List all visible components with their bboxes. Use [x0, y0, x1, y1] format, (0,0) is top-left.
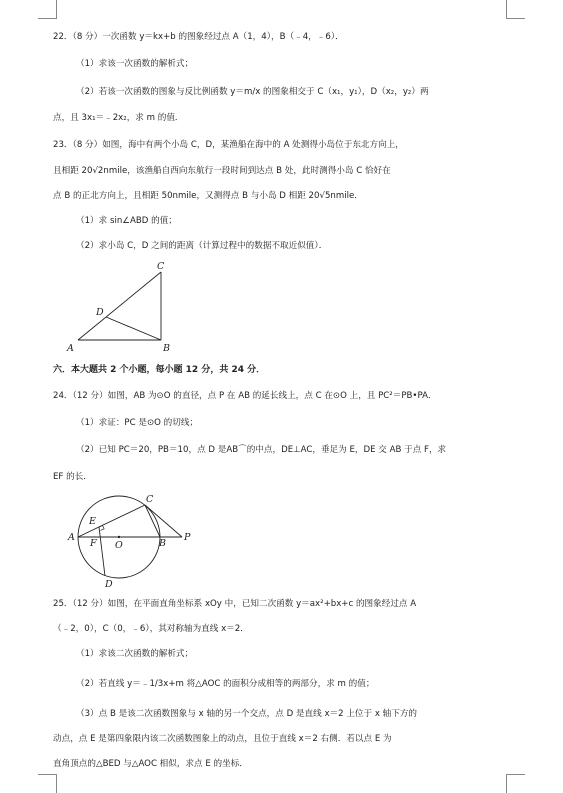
q23-part1: （1）求 sin∠ABD 的值； — [76, 216, 177, 226]
q23-stem-line1: 23．（8 分）如图，海中有两个小岛 C，D，某渔船在海中的 A 处测得小岛位于东北方向上， — [53, 140, 404, 150]
q23-label-a: A — [67, 343, 74, 354]
q24-center-dot — [118, 536, 120, 538]
q24-chord-bc — [145, 505, 160, 537]
q24-part1: （1）求证：PC 是⊙O 的切线； — [76, 418, 199, 428]
q23-label-b: B — [163, 343, 170, 354]
q22-part1: （1）求该一次函数的解析式； — [76, 59, 194, 69]
q23-label-d: D — [96, 307, 104, 318]
q24-stem: 24．（12 分）如图，AB 为⊙O 的直径，点 P 在 AB 的延长线上，点 C 在⊙O 上，且 PC²＝PB•PA． — [53, 391, 437, 401]
q25-part3-cont1: 动点，点 E 是第四象限内该二次函数图象上的动点，且位于直线 x＝2 右侧．若以点 E 为 — [53, 734, 392, 744]
q25-stem-cont: （﹣2，0），C（0，﹣6），其对称轴为直线 x＝2． — [53, 624, 249, 634]
q24-figure — [62, 488, 202, 588]
q24-label-b: B — [159, 538, 166, 549]
q23-stem-line2: 且相距 20√2nmile，该渔船自西向东航行一段时间到达点 B 处，此时测得小岛 C 恰好在 — [53, 166, 391, 176]
q24-label-c: C — [146, 494, 154, 505]
q24-part2-cont: EF 的长． — [53, 472, 92, 482]
q24-part2: （2）已知 PC＝20，PB＝10，点 D 是AB⌒的中点，DE⊥AC，垂足为 E，DE 交 AB 于点 F，求 — [76, 445, 447, 455]
q23-segment-ac — [78, 272, 161, 340]
section6-heading: 六．本大题共 2 个小题，每小题 12 分，共 24 分． — [53, 365, 266, 375]
q24-line-de — [99, 527, 105, 576]
q24-label-p: P — [184, 532, 191, 543]
q24-label-e: E — [89, 516, 96, 527]
q23-label-c: C — [157, 261, 165, 272]
q23-figure — [58, 255, 188, 355]
crop-mark-top-left — [38, 0, 57, 19]
q23-segment-bd — [106, 317, 161, 340]
q25-part3-cont2: 直角顶点的△BED 与△AOC 相似，求点 E 的坐标． — [53, 759, 248, 769]
q25-part3: （3）点 B 是该二次函数图象与 x 轴的另一个交点，点 D 是直线 x＝2 上位于 x 轴下方的 — [76, 709, 418, 719]
q24-label-d: D — [105, 579, 113, 588]
q22-stem: 22．（8 分）一次函数 y＝kx+b 的图象经过点 A（1，4），B（﹣4，﹣6）． — [53, 32, 344, 42]
q23-part2: （2）求小岛 C，D 之间的距离（计算过程中的数据不取近似值）． — [76, 241, 328, 251]
crop-mark-bottom-right — [506, 774, 525, 793]
q25-stem: 25．（12 分）如图，在平面直角坐标系 xOy 中，已知二次函数 y＝ax²+bx+c 的图象经过点 A — [53, 599, 417, 609]
q24-label-o: O — [115, 540, 123, 551]
q23-stem-line3: 点 B 的正北方向上，且相距 50nmile，又测得点 B 与小岛 D 相距 20√5nmile． — [53, 191, 363, 201]
q24-tangent-pc — [145, 505, 182, 537]
crop-mark-top-right — [506, 0, 525, 19]
q25-part1: （1）求该二次函数的解析式； — [76, 649, 194, 659]
q22-part2: （2）若该一次函数的图象与反比例函数 y＝m/x 的图象相交于 C（x₁，y₁），D（x₂，y₂）两 — [76, 87, 429, 97]
q24-label-f: F — [90, 538, 97, 549]
q22-part2-cont: 点，且 3x₁＝﹣2x₂，求 m 的值． — [53, 113, 184, 123]
crop-mark-bottom-left — [38, 774, 57, 793]
q25-part2: （2）若直线 y＝﹣1/3x+m 将△AOC 的面积分成相等的两部分，求 m 的值； — [76, 679, 375, 689]
q24-label-a: A — [68, 532, 75, 543]
